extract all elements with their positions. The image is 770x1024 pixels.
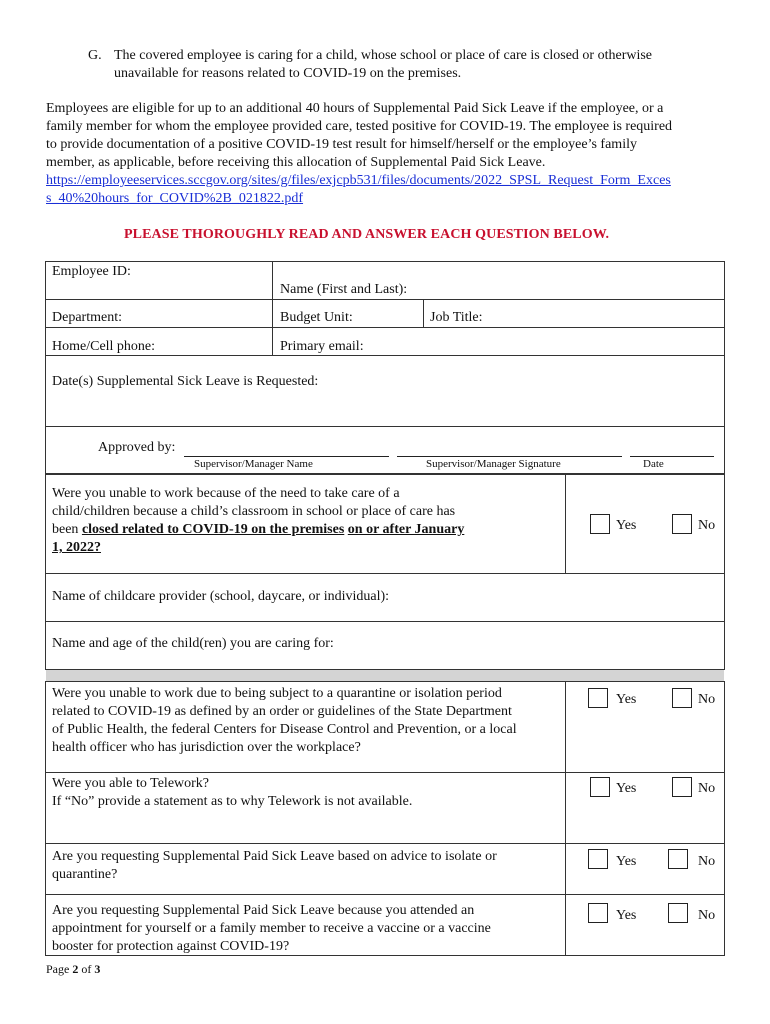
approved-by-label: Approved by: — [98, 440, 176, 455]
phone-field[interactable]: Home/Cell phone: — [52, 339, 156, 354]
supervisor-name-caption: Supervisor/Manager Name — [194, 458, 313, 470]
question-line: health officer who has jurisdiction over the workplace? — [52, 740, 361, 755]
q4-no-label: No — [698, 854, 716, 869]
question-line — [52, 521, 464, 539]
question-emphasis: 1, 2022? — [52, 540, 101, 555]
question-emphasis: on or after January — [347, 522, 465, 537]
section-separator — [46, 670, 724, 681]
question-text: been — [52, 522, 82, 537]
question-line — [52, 539, 464, 557]
q3-no-label: No — [698, 781, 716, 796]
childcare-provider-field[interactable]: Name of childcare provider (school, daycare, or individual): — [52, 589, 390, 604]
name-field[interactable]: Name (First and Last): — [280, 282, 408, 297]
q1-no-label: No — [698, 518, 716, 533]
q4-no-checkbox[interactable] — [668, 849, 688, 869]
intro-item-line: unavailable for reasons related to COVID-19 on the premises. — [114, 66, 462, 81]
question-emphasis: closed related to COVID-19 on the premises — [81, 522, 345, 537]
supervisor-name-line[interactable] — [184, 456, 389, 457]
question-isolation-advice — [52, 848, 497, 884]
question-childcare-closure — [52, 485, 464, 557]
question-vaccine-appointment — [52, 902, 491, 956]
approval-date-line[interactable] — [630, 456, 714, 457]
intro-item-line: The covered employee is caring for a child, whose school or place of care is closed or otherwise — [114, 48, 653, 63]
paragraph-line: member, as applicable, before receiving this allocation of Supplemental Paid Sick Leave. — [46, 155, 546, 170]
question-line: quarantine? — [52, 867, 118, 882]
question-line: Are you requesting Supplemental Paid Sick Leave based on advice to isolate or — [52, 849, 497, 864]
approval-date-caption: Date — [643, 458, 664, 470]
question-line: Are you requesting Supplemental Paid Sick Leave because you attended an — [52, 903, 475, 918]
employee-id-field[interactable]: Employee ID: — [52, 264, 131, 279]
department-field[interactable]: Department: — [52, 310, 122, 325]
instruction-notice: PLEASE THOROUGHLY READ AND ANSWER EACH QUESTION BELOW. — [124, 227, 610, 242]
question-line: booster for protection against COVID-19? — [52, 939, 290, 954]
q2-no-label: No — [698, 692, 716, 707]
intro-item-text — [114, 47, 652, 83]
q4-yes-checkbox[interactable] — [588, 849, 608, 869]
q1-no-checkbox[interactable] — [672, 514, 692, 534]
question-line: Were you able to Telework? — [52, 776, 210, 791]
question-line: If “No” provide a statement as to why Telework is not available. — [52, 794, 413, 809]
dates-requested-field[interactable]: Date(s) Supplemental Sick Leave is Requested: — [52, 374, 319, 389]
job-title-field[interactable]: Job Title: — [430, 310, 483, 325]
q1-yes-label: Yes — [616, 518, 637, 533]
budget-unit-field[interactable]: Budget Unit: — [280, 310, 353, 325]
q3-yes-label: Yes — [616, 781, 637, 796]
paragraph-line: to provide documentation of a positive COVID-19 test result for himself/herself or the employee’s family — [46, 137, 637, 152]
supervisor-signature-line[interactable] — [397, 456, 622, 457]
page-number-prefix: Page — [46, 962, 73, 976]
question-line: appointment for yourself or a family member to receive a vaccine or a vaccine — [52, 921, 491, 936]
paragraph-line: Employees are eligible for up to an additional 40 hours of Supplemental Paid Sick Leave if the employee, or a — [46, 101, 664, 116]
q2-yes-checkbox[interactable] — [588, 688, 608, 708]
page-number-separator: of — [78, 962, 95, 976]
question-line: Were you unable to work due to being subject to a quarantine or isolation period — [52, 686, 502, 701]
supervisor-signature-caption: Supervisor/Manager Signature — [426, 458, 561, 470]
page-number — [46, 962, 100, 976]
q1-yes-checkbox[interactable] — [590, 514, 610, 534]
email-field[interactable]: Primary email: — [280, 339, 364, 354]
q3-yes-checkbox[interactable] — [590, 777, 610, 797]
question-line: related to COVID-19 as defined by an order or guidelines of the State Department — [52, 704, 512, 719]
request-form-link[interactable]: https://employeeservices.sccgov.org/sites/g/files/exjcpb531/files/documents/2022_SPSL_Request_Form_Exces — [46, 173, 671, 188]
q5-yes-label: Yes — [616, 908, 637, 923]
q2-no-checkbox[interactable] — [672, 688, 692, 708]
question-line: child/children because a child’s classroom in school or place of care has — [52, 504, 456, 519]
eligibility-paragraph — [46, 100, 672, 208]
page-number-current: 2 — [72, 962, 79, 976]
q5-yes-checkbox[interactable] — [588, 903, 608, 923]
question-line: of Public Health, the federal Centers for Disease Control and Prevention, or a local — [52, 722, 517, 737]
q4-yes-label: Yes — [616, 854, 637, 869]
page-number-total: 3 — [94, 962, 101, 976]
children-name-age-field[interactable]: Name and age of the child(ren) you are caring for: — [52, 636, 334, 651]
question-telework — [52, 775, 412, 811]
paragraph-line: family member for whom the employee provided care, tested positive for COVID-19. The employee is required — [46, 119, 673, 134]
q5-no-checkbox[interactable] — [668, 903, 688, 923]
q3-no-checkbox[interactable] — [672, 777, 692, 797]
request-form-link-continued[interactable]: s_40%20hours_for_COVID%2B_021822.pdf — [46, 191, 304, 206]
intro-item-marker: G. — [88, 48, 102, 63]
q2-yes-label: Yes — [616, 692, 637, 707]
question-line: Were you unable to work because of the need to take care of a — [52, 486, 400, 501]
question-quarantine-order — [52, 685, 517, 757]
q5-no-label: No — [698, 908, 716, 923]
